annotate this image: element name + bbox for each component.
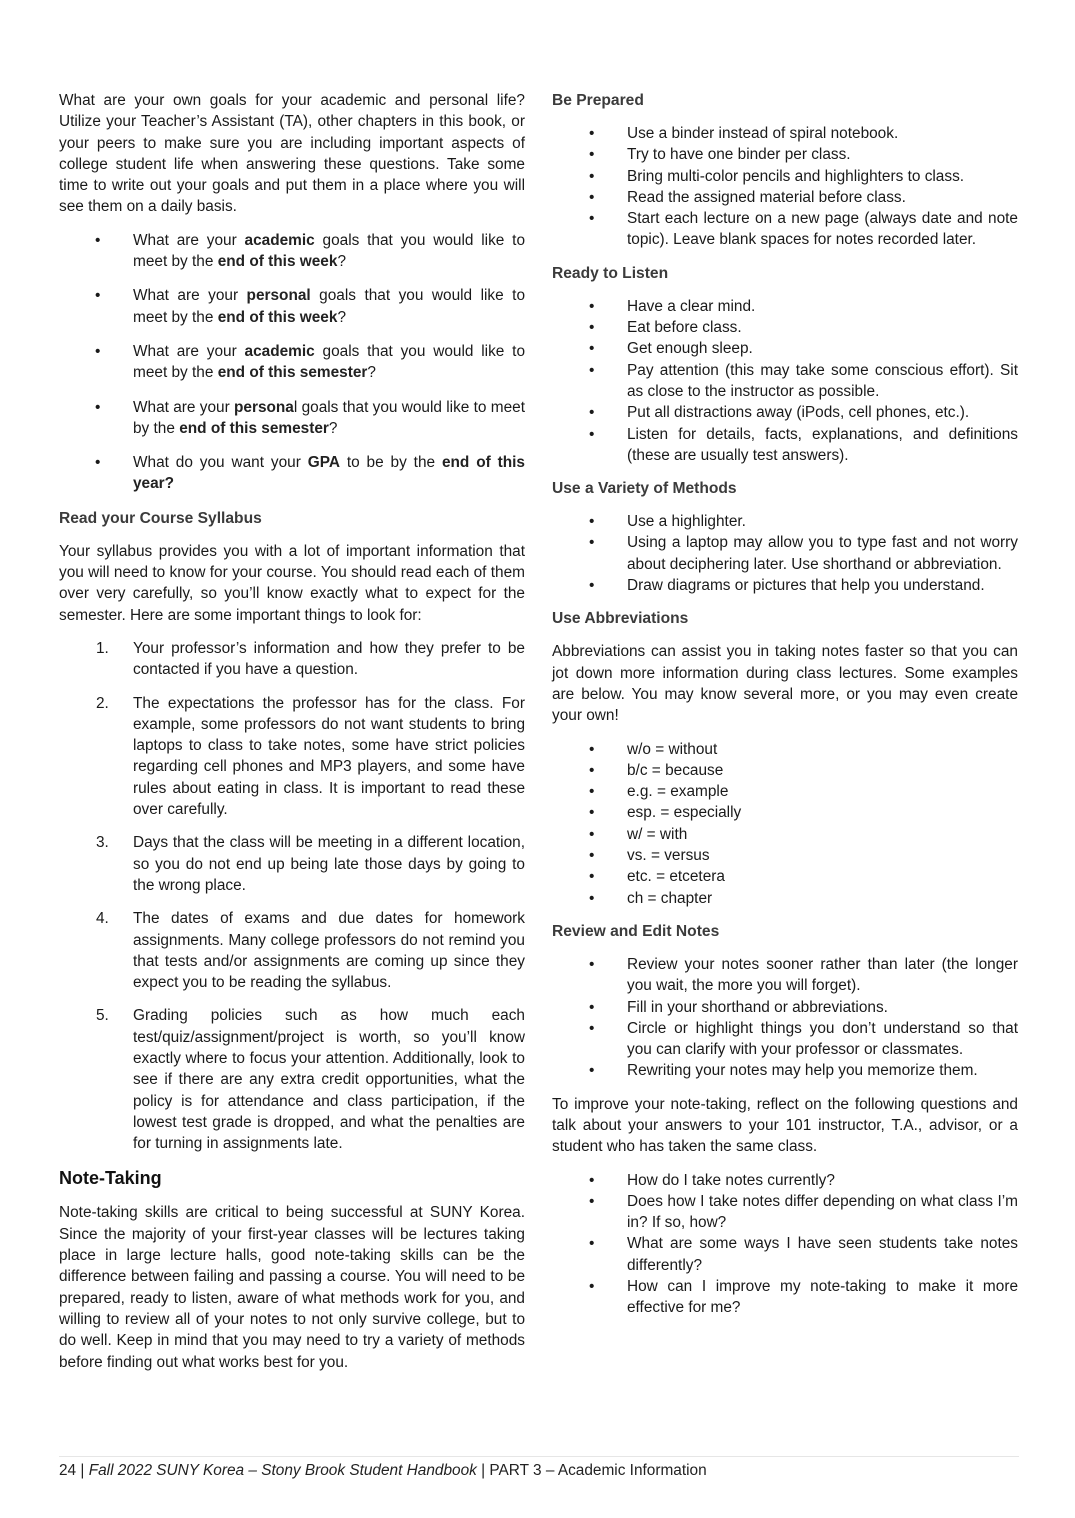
list-item: • Use a highlighter. bbox=[552, 511, 1018, 532]
bullet-icon: • bbox=[589, 167, 595, 185]
ready-to-listen-heading: Ready to Listen bbox=[552, 264, 669, 282]
bullet-icon: • bbox=[589, 404, 595, 422]
bullet-icon: • bbox=[589, 210, 595, 228]
list-item: 3. Days that the class will be meeting in a different location, so you do not end up being late those days by going to the wrong place. bbox=[96, 834, 525, 894]
bullet-icon: • bbox=[589, 998, 595, 1016]
be-prepared-list bbox=[552, 123, 1018, 251]
list-item: 5. Grading policies such as how much each test/quiz/assignment/project is worth, so you’ll know exactly where to focus your attention. Additionally, look to see if there are any extra credit opportunities, what the policy is for attendance and class participation, if the lowest test grade is dropped, and what the penalties are for turning in assignments late. bbox=[96, 1007, 525, 1153]
list-item: • How do I take notes currently? bbox=[552, 1170, 1018, 1191]
note-taking-text: Note-taking skills are critical to being successful at SUNY Korea. Since the majority of your first-year classes will be lectures taking place in large lecture halls, good note-taking skills can be the difference between failing and passing a course. You will need to be prepared, ready to listen, aware of what methods work for you, and willing to review all of your notes to not only survive college, but to do well. Keep in mind that you may need to try a variety of methods before finding out what works best for you. bbox=[59, 1204, 525, 1371]
list-item: • What do you want your GPA to be by the end of this year? bbox=[95, 454, 525, 493]
list-item: • Review your notes sooner rather than later (the longer you wait, the more you will forget). bbox=[589, 955, 1018, 995]
syllabus-intro: Your syllabus provides you with a lot of important information that you will need to know for your course. You should read each of them over very carefully, so you’ll know exactly what to expect for the semester. Here are some important things to look for: bbox=[59, 542, 525, 624]
left-column bbox=[59, 90, 525, 1373]
bullet-icon: • bbox=[589, 361, 595, 379]
note-taking-heading: Note-Taking bbox=[59, 1168, 162, 1189]
goals-list bbox=[59, 230, 525, 495]
list-item: • Eat before class. bbox=[552, 317, 1018, 338]
list-item: • What are your academic goals that you would like to meet by the end of this week? bbox=[95, 231, 526, 271]
bullet-icon: • bbox=[589, 513, 595, 531]
list-item: • Get enough sleep. bbox=[552, 338, 1018, 359]
bullet-icon: • bbox=[589, 847, 595, 865]
list-item: • esp. = especially bbox=[552, 802, 1018, 823]
list-item: • What are your personal goals that you would like to meet by the end of this week? bbox=[95, 287, 525, 326]
list-item: • Draw diagrams or pictures that help you understand. bbox=[552, 575, 1018, 596]
list-item: • Try to have one binder per class. bbox=[552, 144, 1018, 165]
page-number: 24 bbox=[59, 1462, 77, 1479]
list-item: • Does how I take notes differ depending on what class I’m in? If so, how? bbox=[589, 1192, 1018, 1232]
review-edit-heading: Review and Edit Notes bbox=[552, 922, 720, 940]
bullet-icon: • bbox=[589, 125, 595, 142]
reflection-questions-list bbox=[552, 1170, 1018, 1319]
review-edit-list bbox=[552, 954, 1018, 1082]
bullet-icon: • bbox=[589, 1062, 595, 1080]
list-item: • Start each lecture on a new page (always date and note topic). Leave blank spaces for notes recorded later. bbox=[589, 210, 1018, 249]
list-item: • What are some ways I have seen students take notes differently? bbox=[589, 1235, 1018, 1274]
list-item: • What are your personal goals that you would like to meet by the end of this semester? bbox=[95, 398, 525, 437]
list-item: • Circle or highlight things you don’t understand so that you can clarify with your professor or classmates. bbox=[589, 1019, 1018, 1059]
page-footer: 24 | Fall 2022 SUNY Korea – Stony Brook Student Handbook | PART 3 – Academic Information bbox=[59, 1462, 707, 1479]
bullet-icon: • bbox=[589, 783, 595, 801]
list-item: • e.g. = example bbox=[552, 781, 1018, 802]
list-item: 4. The dates of exams and due dates for homework assignments. Many college professors do not remind you that tests and/or assignments are coming up since they expect you to be reading the syllabus. bbox=[96, 910, 525, 992]
list-item: • How can I improve my note-taking to make it more effective for me? bbox=[589, 1278, 1018, 1317]
bullet-icon: • bbox=[95, 287, 101, 305]
goals-intro: What are your own goals for your academic and personal life? Utilize your Teacher’s Assistant (TA), other chapters in this book, or your peers to make sure you are including important aspects of college student life when answering these questions. Take some time to write out your goals and put them in a place where you will see them on a daily basis. bbox=[59, 92, 525, 216]
be-prepared-heading: Be Prepared bbox=[552, 92, 644, 109]
syllabus-heading: Read your Course Syllabus bbox=[59, 509, 262, 527]
abbreviations-intro: Abbreviations can assist you in taking notes faster so that you can jot down more information during class lectures. Some examples are below. You may know several more, or you may even create your own! bbox=[552, 643, 1018, 725]
list-item: • Using a laptop may allow you to type fast and not worry about deciphering later. Use shorthand or abbreviation. bbox=[589, 534, 1018, 573]
list-item: • Put all distractions away (iPods, cell phones, etc.). bbox=[552, 402, 1018, 423]
bullet-icon: • bbox=[589, 1278, 595, 1296]
improve-intro: To improve your note-taking, reflect on the following questions and talk about your answers to your 101 instructor, T.A., advisor, or a student who has taken the same class. bbox=[552, 1095, 1018, 1156]
bullet-icon: • bbox=[589, 534, 595, 552]
bullet-icon: • bbox=[589, 340, 595, 358]
bullet-icon: • bbox=[95, 398, 101, 416]
variety-methods-heading: Use a Variety of Methods bbox=[552, 480, 737, 498]
list-item: • Listen for details, facts, explanations, and definitions (these are usually test answers). bbox=[589, 425, 1018, 464]
right-column bbox=[552, 90, 1018, 1319]
list-item: • vs. = versus bbox=[552, 845, 1018, 866]
list-item: • Bring multi-color pencils and highlighters to class. bbox=[552, 166, 1018, 187]
abbreviations-list bbox=[552, 739, 1018, 909]
bullet-icon: • bbox=[95, 231, 101, 249]
bullet-icon: • bbox=[589, 1235, 595, 1253]
bullet-icon: • bbox=[589, 740, 595, 758]
list-item: • w/o = without bbox=[552, 739, 1018, 760]
variety-methods-list bbox=[552, 511, 1018, 596]
abbreviations-heading: Use Abbreviations bbox=[552, 610, 689, 628]
ready-to-listen-list bbox=[552, 296, 1018, 466]
list-item: • What are your academic goals that you would like to meet by the end of this semester? bbox=[95, 342, 526, 382]
bullet-icon: • bbox=[589, 889, 595, 907]
bullet-icon: • bbox=[589, 1192, 595, 1210]
bullet-icon: • bbox=[589, 146, 595, 164]
bullet-icon: • bbox=[589, 297, 595, 315]
list-item: • ch = chapter bbox=[552, 888, 1018, 909]
footer-divider bbox=[59, 1456, 1019, 1457]
bullet-icon: • bbox=[589, 1019, 595, 1037]
bullet-icon: • bbox=[95, 342, 101, 360]
list-item: • Rewriting your notes may help you memorize them. bbox=[552, 1060, 1018, 1081]
bullet-icon: • bbox=[589, 1171, 595, 1189]
list-item: • Use a binder instead of spiral notebook. bbox=[552, 123, 1018, 144]
list-item: • w/ = with bbox=[552, 824, 1018, 845]
syllabus-list bbox=[59, 638, 525, 1155]
bullet-icon: • bbox=[589, 955, 595, 973]
bullet-icon: • bbox=[589, 804, 595, 822]
bullet-icon: • bbox=[589, 868, 595, 886]
list-item: 2. The expectations the professor has for the class. For example, some professors do not want students to bring laptops to class to take notes, some have strict policies regarding cell phones and MP3 players, and some have rules about eating in class. It is important to read these over carefully. bbox=[96, 694, 525, 819]
bullet-icon: • bbox=[95, 454, 101, 472]
bullet-icon: • bbox=[589, 825, 595, 843]
bullet-icon: • bbox=[589, 577, 595, 595]
bullet-icon: • bbox=[589, 761, 595, 779]
list-item: • Fill in your shorthand or abbreviations. bbox=[552, 997, 1018, 1018]
list-item: • Have a clear mind. bbox=[552, 296, 1018, 317]
list-item: 1. Your professor’s information and how they prefer to be contacted if you have a question. bbox=[96, 639, 525, 679]
bullet-icon: • bbox=[589, 425, 595, 443]
bullet-icon: • bbox=[589, 319, 595, 337]
list-item: • Pay attention (this may take some conscious effort). Sit as close to the instructor as possible. bbox=[589, 361, 1018, 400]
bullet-icon: • bbox=[589, 188, 595, 206]
list-item: • etc. = etcetera bbox=[552, 866, 1018, 887]
handbook-title: Fall 2022 SUNY Korea – Stony Brook Student Handbook bbox=[88, 1462, 477, 1479]
list-item: • b/c = because bbox=[552, 760, 1018, 781]
list-item: • Read the assigned material before class. bbox=[552, 187, 1018, 208]
part-title: PART 3 – Academic Information bbox=[489, 1462, 707, 1479]
